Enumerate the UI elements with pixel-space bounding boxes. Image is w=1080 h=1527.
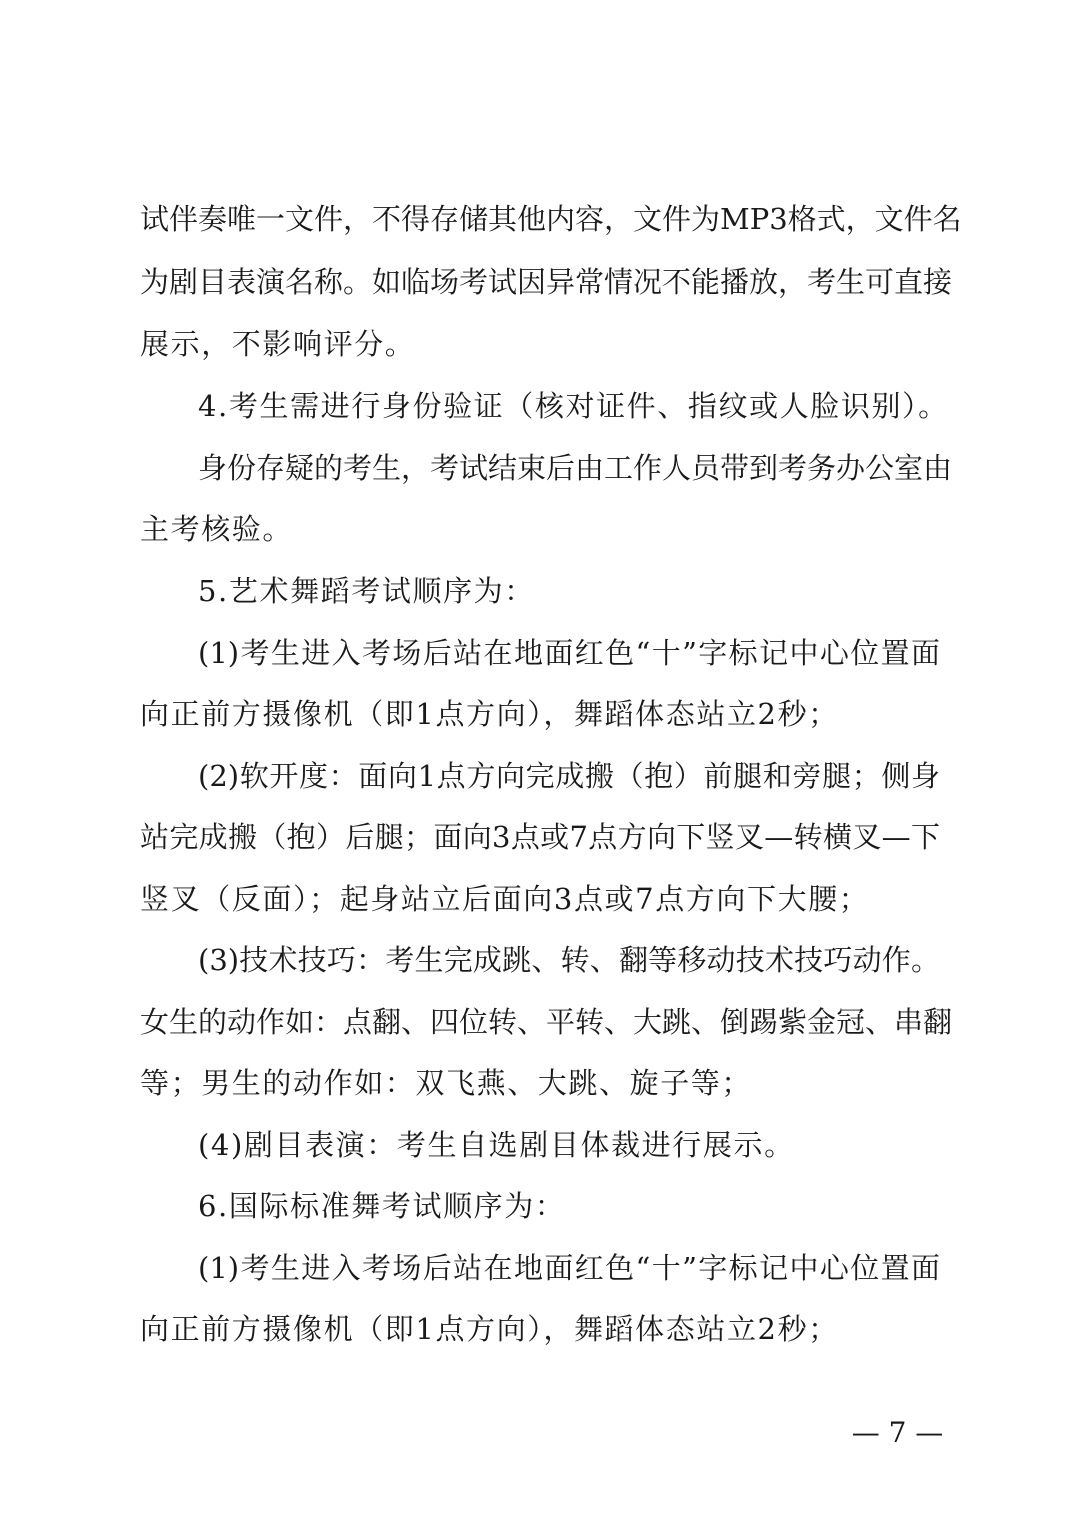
- text-line: (2)软开度：面向1点方向完成搬（抱）前腿和旁腿；侧身: [198, 759, 940, 793]
- text-line: 等；男生的动作如：双飞燕、大跳、旋子等；: [140, 1066, 753, 1100]
- text-line: 5.艺术舞蹈考试顺序为：: [198, 574, 535, 608]
- text-line: 6.国际标准舞考试顺序为：: [198, 1189, 566, 1223]
- text-line: 向正前方摄像机（即1点方向），舞蹈体态站立2秒；: [140, 1312, 839, 1346]
- text-line: (1)考生进入考场后站在地面红色“十”字标记中心位置面: [198, 636, 940, 670]
- text-line: (4)剧目表演：考生自选剧目体裁进行展示。: [198, 1128, 795, 1162]
- text-line: (1)考生进入考场后站在地面红色“十”字标记中心位置面: [198, 1251, 940, 1285]
- text-line: 为剧目表演名称。如临场考试因异常情况不能播放，考生可直接: [140, 265, 953, 299]
- text-line: 试伴奏唯一文件，不得存储其他内容，文件为MP3格式，文件名: [140, 202, 962, 236]
- text-line: 主考核验。: [140, 512, 294, 546]
- text-line: 向正前方摄像机（即1点方向），舞蹈体态站立2秒；: [140, 697, 839, 731]
- text-line: 竖叉（反面）；起身站立后面向3点或7点方向下大腰；: [140, 882, 870, 916]
- text-line: 4.考生需进行身份验证（核对证件、指纹或人脸识别）。: [198, 389, 949, 423]
- text-line: 女生的动作如：点翻、四位转、平转、大跳、倒踢紫金冠、串翻: [140, 1005, 953, 1039]
- text-line: 展示，不影响评分。: [140, 327, 416, 361]
- text-line: 站完成搬（抱）后腿；面向3点或7点方向下竖叉—转横叉—下: [140, 820, 940, 854]
- page-number: — 7 —: [851, 1416, 944, 1449]
- text-line: 身份存疑的考生，考试结束后由工作人员带到考务办公室由: [198, 451, 953, 485]
- text-line: (3)技术技巧：考生完成跳、转、翻等移动技术技巧动作。: [198, 943, 940, 977]
